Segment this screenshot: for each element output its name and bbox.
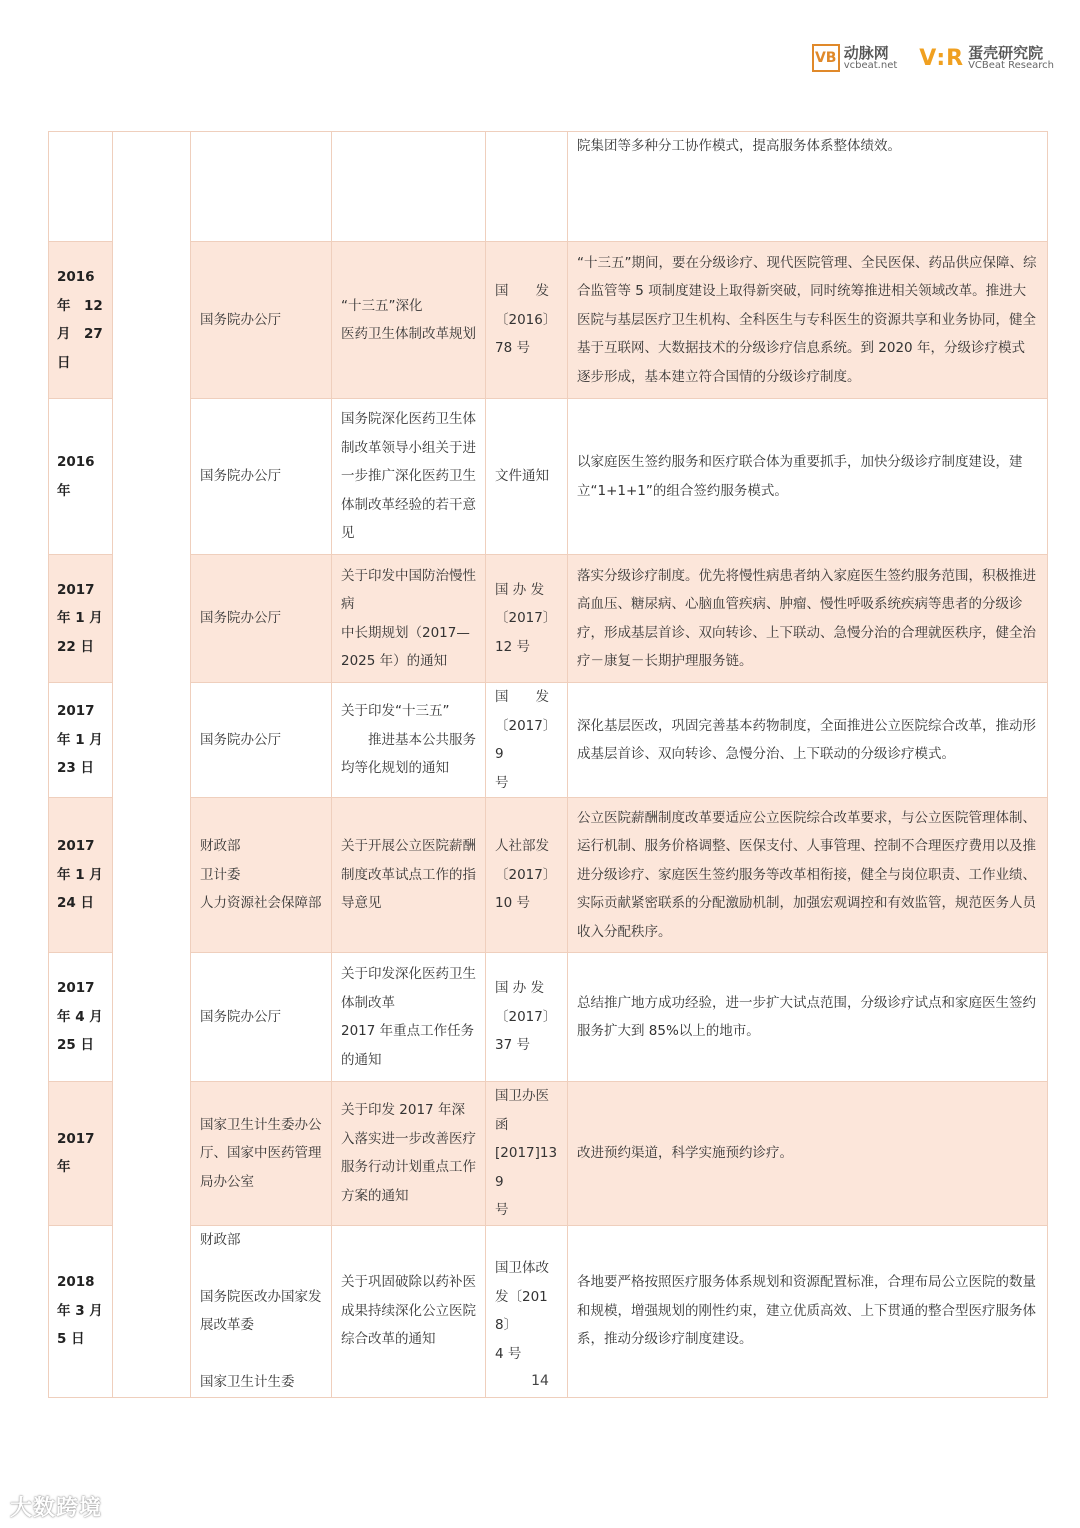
cell-title: 关于印发深化医药卫生体制改革 2017 年重点工作任务的通知 [332,953,486,1082]
merged-blank-column [113,132,191,1398]
cell-date: 2017 年 1 月 23 日 [49,683,113,798]
cell-date: 2016 年 12 月 27 日 [49,242,113,399]
cell-title: 关于印发 2017 年深入落实进一步改善医疗服务行动计划重点工作方案的通知 [332,1082,486,1226]
vcbeat-logo [812,44,898,72]
vcbeat-logo-mark: VB [812,44,840,72]
vbr-logo-en: VCBeat Research [968,59,1054,71]
cell-content: 院集团等多种分工协作模式，提高服务体系整体绩效。 [568,132,1048,242]
cell-doc-no: 人社部发 〔2017〕 10 号 [486,798,568,953]
cell-content: 总结推广地方成功经验，进一步扩大试点范围，分级诊疗试点和家庭医生签约服务扩大到 85%以上的地市。 [568,953,1048,1082]
cell-content: 落实分级诊疗制度。优先将慢性病患者纳入家庭医生签约服务范围，积极推进高血压、糖尿病、心脑血管疾病、肿瘤、慢性呼吸系统疾病等患者的分级诊疗，形成基层首诊、双向转诊、上下联动、急慢分治的合理就医秩序，健全治疗－康复－长期护理服务链。 [568,555,1048,683]
vcbeat-logo-cn: 动脉网 [843,43,889,62]
cell-title [332,132,486,242]
cell-date: 2016 年 [49,399,113,555]
cell-doc-no: 国卫办医 函 [2017]139 号 [486,1082,568,1226]
cell-dept: 国务院办公厅 [191,953,332,1082]
table-row [49,953,1048,1082]
policy-table [48,131,1048,1398]
cell-dept: 财政部 卫计委 人力资源社会保障部 [191,798,332,953]
cell-content: 深化基层医改，巩固完善基本药物制度，全面推进公立医院综合改革，推动形成基层首诊、双向转诊、急慢分治、上下联动的分级诊疗模式。 [568,683,1048,798]
cell-doc-no: 国 发 〔2017〕9 号 [486,683,568,798]
vbr-logo-mark: V:R [919,45,965,71]
table-row [49,798,1048,953]
table-row [49,1225,1048,1397]
cell-title: 国务院深化医药卫生体制改革领导小组关于进一步推广深化医药卫生体制改革经验的若干意见 [332,399,486,555]
vbr-logo [919,43,1054,71]
cell-content: 以家庭医生签约服务和医疗联合体为重要抓手，加快分级诊疗制度建设，建立“1+1+1”的组合签约服务模式。 [568,399,1048,555]
cell-date: 2017 年 4 月 25 日 [49,953,113,1082]
cell-dept: 国家卫生计生委办公厅、国家中医药管理局办公室 [191,1082,332,1226]
header-logos [812,44,1054,72]
cell-title: 关于巩固破除以药补医成果持续深化公立医院综合改革的通知 [332,1225,486,1397]
page-number: 14 [531,1373,549,1389]
cell-dept: 财政部 国务院医改办国家发展改革委 国家卫生计生委 [191,1225,332,1397]
vcbeat-logo-en: vcbeat.net [843,59,898,71]
cell-title: 关于印发中国防治慢性病 中长期规划（2017—2025 年）的通知 [332,555,486,683]
table-row [49,1082,1048,1226]
cell-dept: 国务院办公厅 [191,555,332,683]
cell-date: 2017 年 [49,1082,113,1226]
cell-date: 2018 年 3 月 5 日 [49,1225,113,1397]
cell-content: “十三五”期间，要在分级诊疗、现代医院管理、全民医保、药品供应保障、综合监管等 5 项制度建设上取得新突破，同时统筹推进相关领域改革。推进大医院与基层医疗卫生机构、全科医生与专科医生的资源共享和业务协同，健全基于互联网、大数据技术的分级诊疗信息系统。到 2020 年，分级诊疗模式逐步形成，基本建立符合国情的分级诊疗制度。 [568,242,1048,399]
vbr-logo-cn: 蛋壳研究院 [968,43,1044,62]
cell-doc-no: 文件通知 [486,399,568,555]
cell-dept: 国务院办公厅 [191,242,332,399]
cell-content: 公立医院薪酬制度改革要适应公立医院综合改革要求，与公立医院管理体制、运行机制、服务价格调整、医保支付、人事管理、控制不合理医疗费用以及推进分级诊疗、家庭医生签约服务等改革相衔接，健全与岗位职责、工作业绩、实际贡献紧密联系的分配激励机制，加强宏观调控和有效监管，规范医务人员收入分配秩序。 [568,798,1048,953]
cell-content: 各地要严格按照医疗服务体系规划和资源配置标准，合理布局公立医院的数量和规模，增强规划的刚性约束，建立优质高效、上下贯通的整合型医疗服务体系，推动分级诊疗制度建设。 [568,1225,1048,1397]
cell-date [49,132,113,242]
cell-title: 关于印发“十三五” 推进基本公共服务均等化规划的通知 [332,683,486,798]
table-row [49,132,1048,242]
table-row [49,242,1048,399]
cell-date: 2017 年 1 月 24 日 [49,798,113,953]
cell-dept: 国务院办公厅 [191,399,332,555]
cell-title: “十三五”深化 医药卫生体制改革规划 [332,242,486,399]
cell-doc-no: 国 办 发 〔2017〕 12 号 [486,555,568,683]
cell-date: 2017 年 1 月 22 日 [49,555,113,683]
cell-doc-no: 国卫体改 发〔2018〕 4 号 [486,1225,568,1397]
table-row [49,683,1048,798]
cell-dept: 国务院办公厅 [191,683,332,798]
watermark: 大数跨境 [10,1496,103,1521]
table-row [49,399,1048,555]
cell-doc-no [486,132,568,242]
cell-title: 关于开展公立医院薪酬制度改革试点工作的指导意见 [332,798,486,953]
cell-dept [191,132,332,242]
cell-doc-no: 国 发 〔2016〕 78 号 [486,242,568,399]
table-row [49,555,1048,683]
cell-doc-no: 国 办 发 〔2017〕 37 号 [486,953,568,1082]
cell-content: 改进预约渠道，科学实施预约诊疗。 [568,1082,1048,1226]
